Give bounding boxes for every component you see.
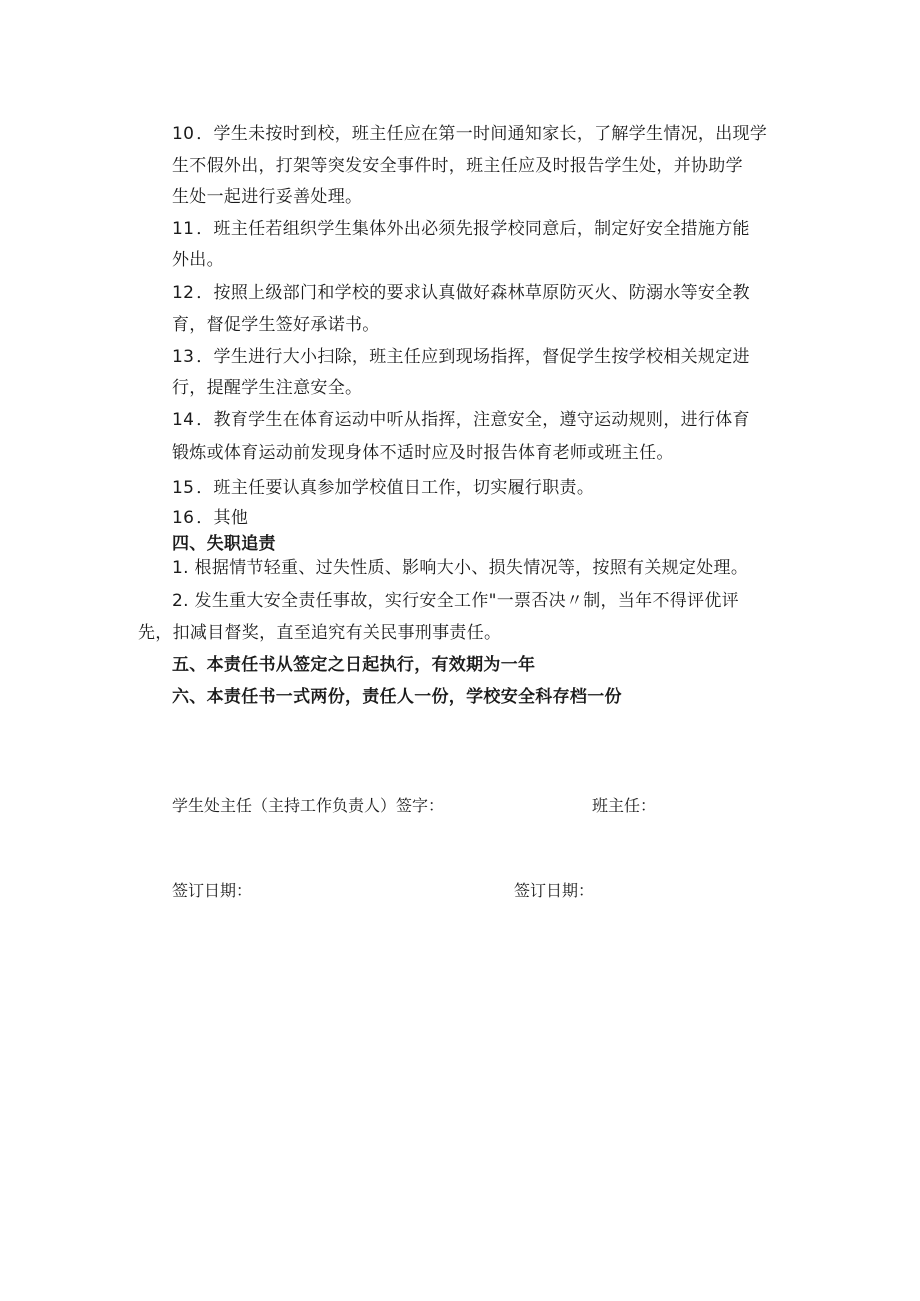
section-4-paragraph-2-line-2: 先，扣减目督奖，直至追究有关民事刑事责任。 xyxy=(138,623,502,643)
director-signature-label: 学生处主任（主持工作负责人）签字： xyxy=(172,796,445,815)
item-10-line-3: 生处一起进行妥善处理。 xyxy=(172,187,363,207)
item-13-line-2: 行，提醒学生注意安全。 xyxy=(172,378,363,398)
item-10-line-1: 10 ．学生未按时到校，班主任应在第一时间通知家长，了解学生情况，出现学 xyxy=(172,124,768,144)
item-11-line-2: 外出。 xyxy=(172,250,224,270)
date-left-label: 签订日期： xyxy=(172,881,253,900)
section-5: 五、本责任书从签定之日起执行，有效期为一年 xyxy=(172,655,536,675)
item-10-line-2: 生不假外出，打架等突发安全事件时，班主任应及时报告学生处，并协助学 xyxy=(172,156,743,176)
section-4-paragraph-1: 1. 根据情节轻重、过失性质、影响大小、损失情况等，按照有关规定处理。 xyxy=(172,558,749,578)
section-4-heading: 四、失职追责 xyxy=(172,534,276,554)
teacher-signature-label: 班主任： xyxy=(592,796,657,815)
item-13-line-1: 13 ．学生进行大小扫除，班主任应到现场指挥，督促学生按学校相关规定进 xyxy=(172,347,750,367)
section-6: 六、本责任书一式两份，责任人一份，学校安全科存档一份 xyxy=(172,687,622,707)
item-14-line-1: 14 ．教育学生在体育运动中听从指挥，注意安全，遵守运动规则，进行体育 xyxy=(172,410,750,430)
item-11-line-1: 11 ．班主任若组织学生集体外出必须先报学校同意后，制定好安全措施方能 xyxy=(172,219,750,239)
item-12-line-2: 育，督促学生签好承诺书。 xyxy=(172,315,380,335)
date-right-label: 签订日期： xyxy=(514,881,595,900)
item-14-line-2: 锻炼或体育运动前发现身体不适时应及时报告体育老师或班主任。 xyxy=(172,443,674,463)
item-16-line-1: 16 ．其他 xyxy=(172,508,249,528)
item-12-line-1: 12 ．按照上级部门和学校的要求认真做好森林草原防灭火、防溺水等安全教 xyxy=(172,283,750,303)
item-15-line-1: 15 ．班主任要认真参加学校值日工作，切实履行职责。 xyxy=(172,478,595,498)
section-4-paragraph-2-line-1: 2. 发生重大安全责任事故，实行安全工作"一票否决〃制，当年不得评优评 xyxy=(172,591,739,611)
